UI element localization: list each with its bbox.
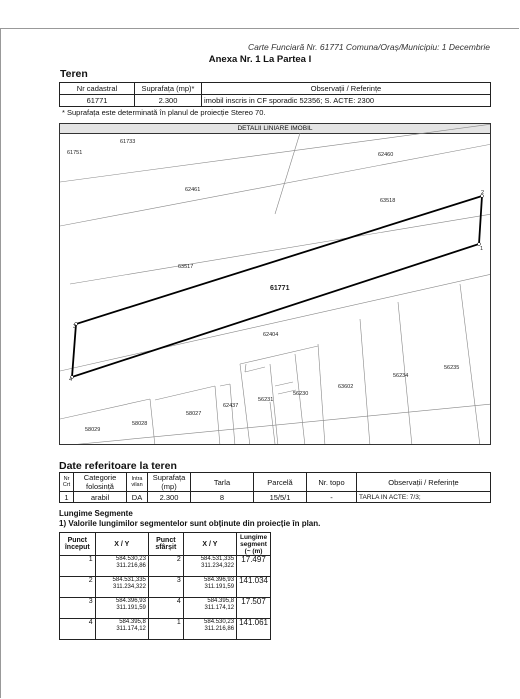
segment-start-point: 3 [60, 598, 96, 619]
col-parcela: Parcelă [254, 473, 307, 492]
segment-length: 17.497 [237, 556, 271, 577]
vertex-label-4: 4 [69, 377, 73, 383]
neighbor-56231: 56231 [258, 397, 274, 403]
neighbor-63518: 63518 [380, 198, 396, 204]
annex-title: Anexa Nr. 1 La Partea I [208, 54, 312, 65]
segments-table [59, 532, 271, 640]
col-tarla: Tarla [191, 473, 254, 492]
map-drawing [60, 124, 491, 445]
col-nr-topo: Nr. topo [307, 473, 357, 492]
segment-start-xy: 584.395,8 311.174,12 [95, 619, 148, 640]
neighbor-58028: 58028 [132, 421, 148, 427]
table-row [60, 598, 271, 619]
teren-note: * Suprafața este determinată în planul de proiecție Stereo 70. [62, 108, 266, 117]
cell-parcela: 15/5/1 [254, 492, 307, 503]
neighbor-56235: 56235 [444, 365, 460, 371]
cell-observatii-ref: TARLA IN ACTE: 7/3; [357, 492, 491, 503]
neighbor-58029: 58029 [85, 427, 101, 433]
segment-length: 141.034 [237, 577, 271, 598]
teren-title: Teren [60, 68, 88, 80]
segment-length: 141.061 [237, 619, 271, 640]
cell-observatii: imobil inscris in CF sporadic 52356; S. ACTE: 2300 [202, 95, 491, 107]
cell-tarla: 8 [191, 492, 254, 503]
segment-start-point: 2 [60, 577, 96, 598]
segment-end-xy: 584.530,23 311.216,86 [183, 619, 236, 640]
neighbor-62460: 62460 [378, 152, 394, 158]
segments-subtitle: 1) Valorile lungimilor segmentelor sunt obținute din proiecție în plan. [59, 519, 321, 528]
segment-end-point: 2 [148, 556, 183, 577]
cell-suprafata: 2.300 [135, 95, 202, 107]
neighbor-62437: 62437 [223, 403, 239, 409]
parcel-map [59, 123, 491, 445]
segment-start-point: 4 [60, 619, 96, 640]
teren-table [59, 82, 491, 107]
col-xy-end: X / Y [183, 533, 236, 556]
col-punct-sfarsit: Punct sfârșit [148, 533, 183, 556]
table-row [60, 619, 271, 640]
col-nr-cadastral: Nr cadastral [60, 83, 135, 95]
neighbor-56234: 56234 [393, 373, 409, 379]
neighbor-62461: 62461 [185, 187, 201, 193]
segment-start-xy: 584.531,335 311.234,322 [95, 577, 148, 598]
segment-start-point: 1 [60, 556, 96, 577]
col-observatii-ref: Observații / Referințe [357, 473, 491, 492]
cell-nr-crt: 1 [60, 492, 74, 503]
neighbor-61751: 61751 [67, 150, 83, 156]
col-intravilan: Intra vilan [127, 473, 148, 492]
col-suprafata: Suprafața (mp)* [135, 83, 202, 95]
date-ref-table [59, 472, 491, 503]
segment-end-point: 1 [148, 619, 183, 640]
col-xy-start: X / Y [95, 533, 148, 556]
col-observatii: Observații / Referințe [202, 83, 491, 95]
table-row [60, 577, 271, 598]
col-punct-inceput: Punct început [60, 533, 96, 556]
col-categorie: Categorie folosință [74, 473, 127, 492]
segment-end-point: 3 [148, 577, 183, 598]
col-suprafata-mp: Suprafața (mp) [148, 473, 191, 492]
col-lungime: Lungime segment (~ (m) [237, 533, 271, 556]
segment-end-point: 4 [148, 598, 183, 619]
cf-reference: Carte Funciară Nr. 61771 Comuna/Oraș/Municipiu: 1 Decembrie [247, 42, 490, 52]
neighbor-58027: 58027 [186, 411, 202, 417]
neighbor-63517: 63517 [178, 264, 194, 270]
cell-categorie: arabil [74, 492, 127, 503]
cell-nr-topo: - [307, 492, 357, 503]
neighbor-63602: 63602 [338, 384, 354, 390]
vertex-label-2: 2 [481, 190, 485, 196]
col-nr-crt: Nr Crt [60, 473, 74, 492]
vertex-label-3: 3 [73, 324, 77, 330]
cell-suprafata-mp: 2.300 [148, 492, 191, 503]
segment-end-xy: 584.395,8 311.174,12 [183, 598, 236, 619]
segment-start-xy: 584.396,93 311.191,59 [95, 598, 148, 619]
segments-title: Lungime Segmente [59, 509, 133, 518]
segment-length: 17.507 [237, 598, 271, 619]
table-row [60, 556, 271, 577]
neighbor-62404: 62404 [263, 332, 279, 338]
neighbor-61733: 61733 [120, 139, 136, 145]
segment-start-xy: 584.530,23 311.216,86 [95, 556, 148, 577]
segment-end-xy: 584.396,93 311.191,59 [183, 577, 236, 598]
vertex-label-1: 1 [480, 246, 484, 252]
cell-intravilan: DA [127, 492, 148, 503]
date-ref-title: Date referitoare la teren [59, 460, 177, 472]
map-title: DETALII LINIARE IMOBIL [60, 124, 490, 134]
segment-end-xy: 584.531,335 311.234,322 [183, 556, 236, 577]
parcel-label: 61771 [270, 285, 290, 292]
cell-nr-cadastral: 61771 [60, 95, 135, 107]
neighbor-56230: 56230 [293, 391, 309, 397]
